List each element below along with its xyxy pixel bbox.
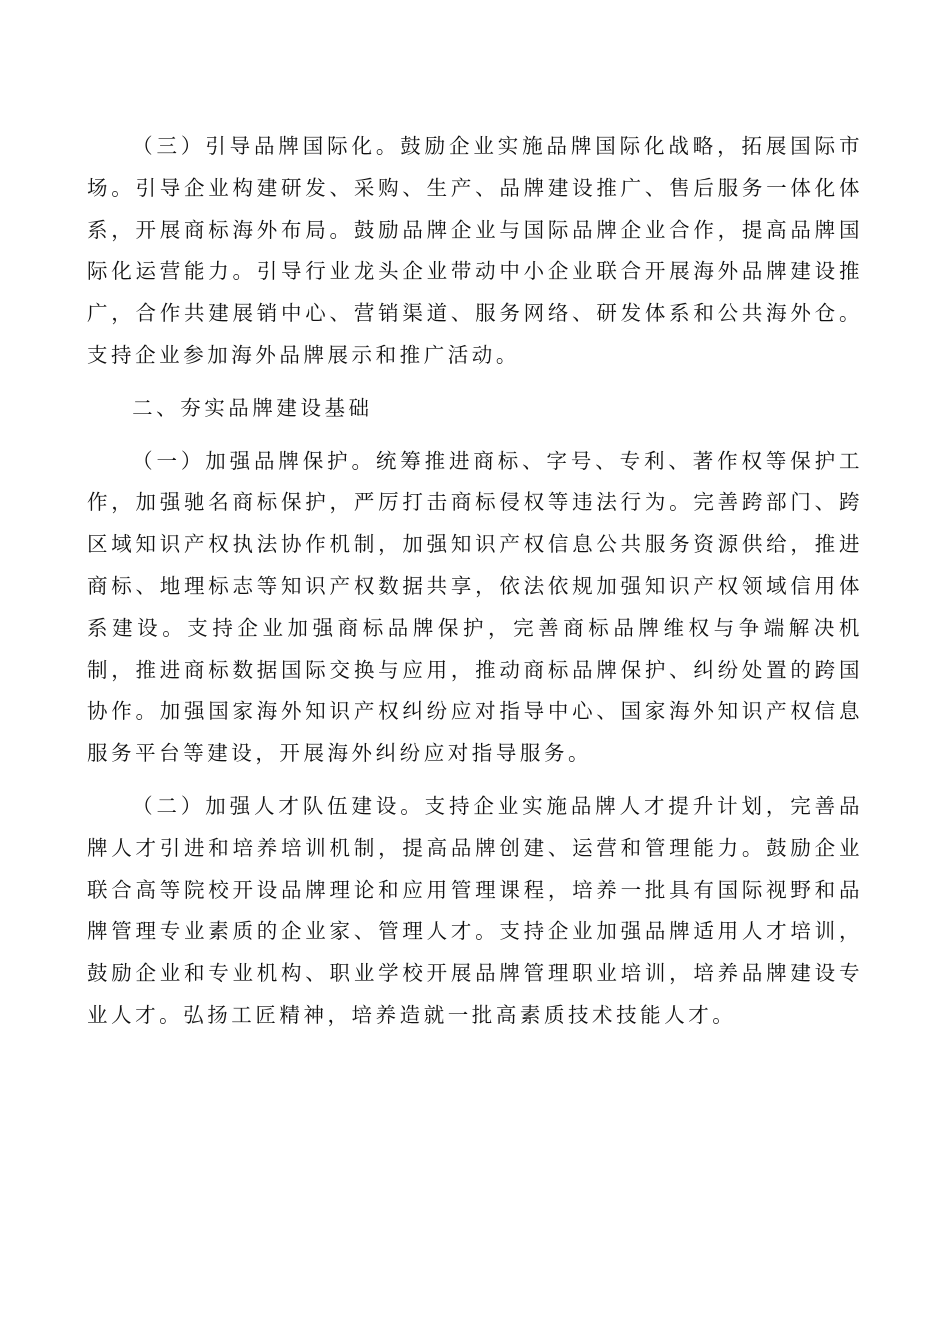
section-heading-brand-foundation: 二、夯实品牌建设基础 [132,395,373,420]
paragraph-talent-team: （二）加强人才队伍建设。支持企业实施品牌人才提升计划，完善品牌人才引进和培养培训机制，提高品牌创建、运营和管理能力。鼓励企业联合高等院校开设品牌理论和应用管理课程，培养一批具有国际视野和品牌管理专业素质的企业家、管理人才。支持企业加强品牌适用人才培训，鼓励企业和专业机构、职业学校开展品牌管理职业培训，培养品牌建设专业人才。弘扬工匠精神，培养造就一批高素质技术技能人才。 [87,793,863,1027]
paragraph-brand-internationalization: （三）引导品牌国际化。鼓励企业实施品牌国际化战略，拓展国际市场。引导企业构建研发、采购、生产、品牌建设推广、售后服务一体化体系，开展商标海外布局。鼓励品牌企业与国际品牌企业合作，提高品牌国际化运营能力。引导行业龙头企业带动中小企业联合开展海外品牌建设推广，合作共建展销中心、营销渠道、服务网络、研发体系和公共海外仓。支持企业参加海外品牌展示和推广活动。 [87,134,863,367]
paragraph-brand-protection: （一）加强品牌保护。统筹推进商标、字号、专利、著作权等保护工作，加强驰名商标保护，严厉打击商标侵权等违法行为。完善跨部门、跨区域知识产权执法协作机制，加强知识产权信息公共服务资源供给，推进商标、地理标志等知识产权数据共享，依法依规加强知识产权领域信用体系建设。支持企业加强商标品牌保护，完善商标品牌维权与争端解决机制，推进商标数据国际交换与应用，推动商标品牌保护、纠纷处置的跨国协作。加强国家海外知识产权纠纷应对指导中心、国家海外知识产权信息服务平台等建设，开展海外纠纷应对指导服务。 [87,448,863,766]
document-body [87,126,863,1037]
